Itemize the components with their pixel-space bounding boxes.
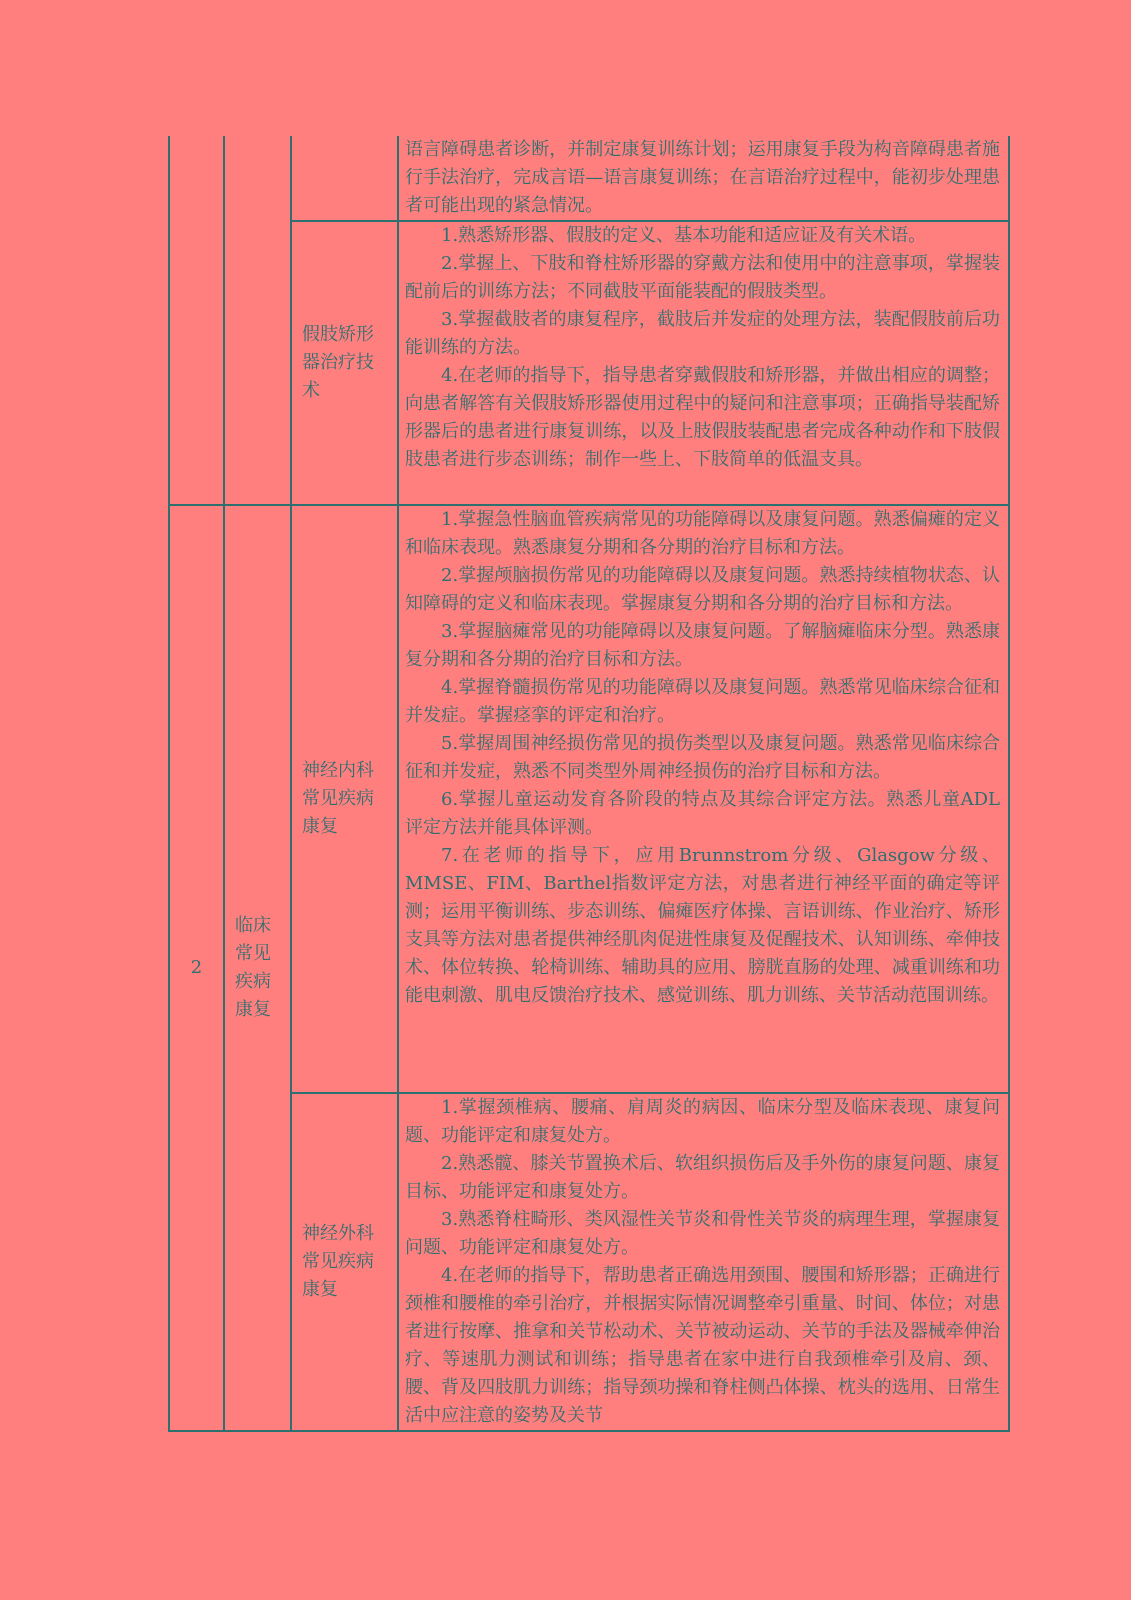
content-cell [398,1093,1009,1431]
content-paragraph: 语言障碍患者诊断，并制定康复训练计划；运用康复手段为构音障碍患者施行手法治疗，完成言语—语言康复训练；在言语治疗过程中，能初步处理患者可能出现的紧急情况。 [405,139,1000,216]
subcategory-cell: 神经外科常见疾病康复 [291,1093,398,1431]
subcategory-cell-empty [291,136,398,221]
content-paragraph: 2.掌握上、下肢和脊柱矫形器的穿戴方法和使用中的注意事项，掌握装配前后的训练方法；不同截肢平面能装配的假肢类型。 [405,253,1000,302]
content-paragraph: 6.掌握儿童运动发育各阶段的特点及其综合评定方法。熟悉儿童ADL评定方法并能具体评测。 [405,789,1000,838]
content-cell [398,505,1009,1093]
content-paragraph: 7.在老师的指导下，应用Brunnstrom分级、Glasgow分级、MMSE、FIM、Barthel指数评定方法，对患者进行神经平面的确定等评测；运用平衡训练、步态训练、偏瘫医疗体操、言语训练、作业治疗、矫形支具等方法对患者提供神经肌肉促进性康复及促醒技术、认知训练、牵伸技术、体位转换、轮椅训练、辅助具的应用、膀胱直肠的处理、减重训练和功能电刺激、肌电反馈治疗技术、感觉训练、肌力训练、关节活动范围训练。 [405,845,1000,1006]
content-paragraph: 4.掌握脊髓损伤常见的功能障碍以及康复问题。熟悉常见临床综合征和并发症。掌握痉挛的评定和治疗。 [405,677,1000,726]
content-paragraph: 4.在老师的指导下，帮助患者正确选用颈围、腰围和矫形器；正确进行颈椎和腰椎的牵引治疗，并根据实际情况调整牵引重量、时间、体位；对患者进行按摩、推拿和关节松动术、关节被动运动、关节的手法及器械牵伸治疗、等速肌力测试和训练；指导患者在家中进行自我颈椎牵引及肩、颈、腰、背及四肢肌力训练；指导颈功操和脊柱侧凸体操、枕头的选用、日常生活中应注意的姿势及关节 [405,1265,1000,1426]
table-row [169,505,1009,1093]
content-paragraph: 5.掌握周围神经损伤常见的损伤类型以及康复问题。熟悉常见临床综合征和并发症，熟悉不同类型外周神经损伤的治疗目标和方法。 [405,733,1000,782]
content-paragraph: 3.熟悉脊柱畸形、类风湿性关节炎和骨性关节炎的病理生理，掌握康复问题、功能评定和康复处方。 [405,1209,1000,1258]
content-cell [398,136,1009,221]
content-cell [398,221,1009,505]
number-cell-empty [169,136,224,505]
table-row [169,221,1009,505]
subcategory-cell: 假肢矫形器治疗技术 [291,221,398,505]
content-paragraph: 3.掌握截肢者的康复程序，截肢后并发症的处理方法，装配假肢前后功能训练的方法。 [405,309,1000,358]
number-cell: 2 [169,505,224,1431]
content-paragraph: 4.在老师的指导下，指导患者穿戴假肢和矫形器，并做出相应的调整；向患者解答有关假肢矫形器使用过程中的疑问和注意事项；正确指导装配矫形器后的患者进行康复训练，以及上肢假肢装配患者完成各种动作和下肢假肢患者进行步态训练；制作一些上、下肢简单的低温支具。 [405,365,1000,470]
category-cell-empty [224,136,291,505]
table-row [169,136,1009,221]
content-paragraph: 2.掌握颅脑损伤常见的功能障碍以及康复问题。熟悉持续植物状态、认知障碍的定义和临床表现。掌握康复分期和各分期的治疗目标和方法。 [405,565,1000,614]
category-cell: 临床常见疾病康复 [224,505,291,1431]
content-paragraph: 1.熟悉矫形器、假肢的定义、基本功能和适应证及有关术语。 [441,225,927,246]
content-paragraph: 1.掌握颈椎病、腰痛、肩周炎的病因、临床分型及临床表现、康复问题、功能评定和康复处方。 [405,1097,1000,1146]
table-row [169,1093,1009,1431]
content-paragraph: 3.掌握脑瘫常见的功能障碍以及康复问题。了解脑瘫临床分型。熟悉康复分期和各分期的治疗目标和方法。 [405,621,1000,670]
content-paragraph: 2.熟悉髋、膝关节置换术后、软组织损伤后及手外伤的康复问题、康复目标、功能评定和康复处方。 [405,1153,1000,1202]
subcategory-cell: 神经内科常见疾病康复 [291,505,398,1093]
curriculum-table [168,136,1010,1432]
content-paragraph: 1.掌握急性脑血管疾病常见的功能障碍以及康复问题。熟悉偏瘫的定义和临床表现。熟悉康复分期和各分期的治疗目标和方法。 [405,509,1000,558]
